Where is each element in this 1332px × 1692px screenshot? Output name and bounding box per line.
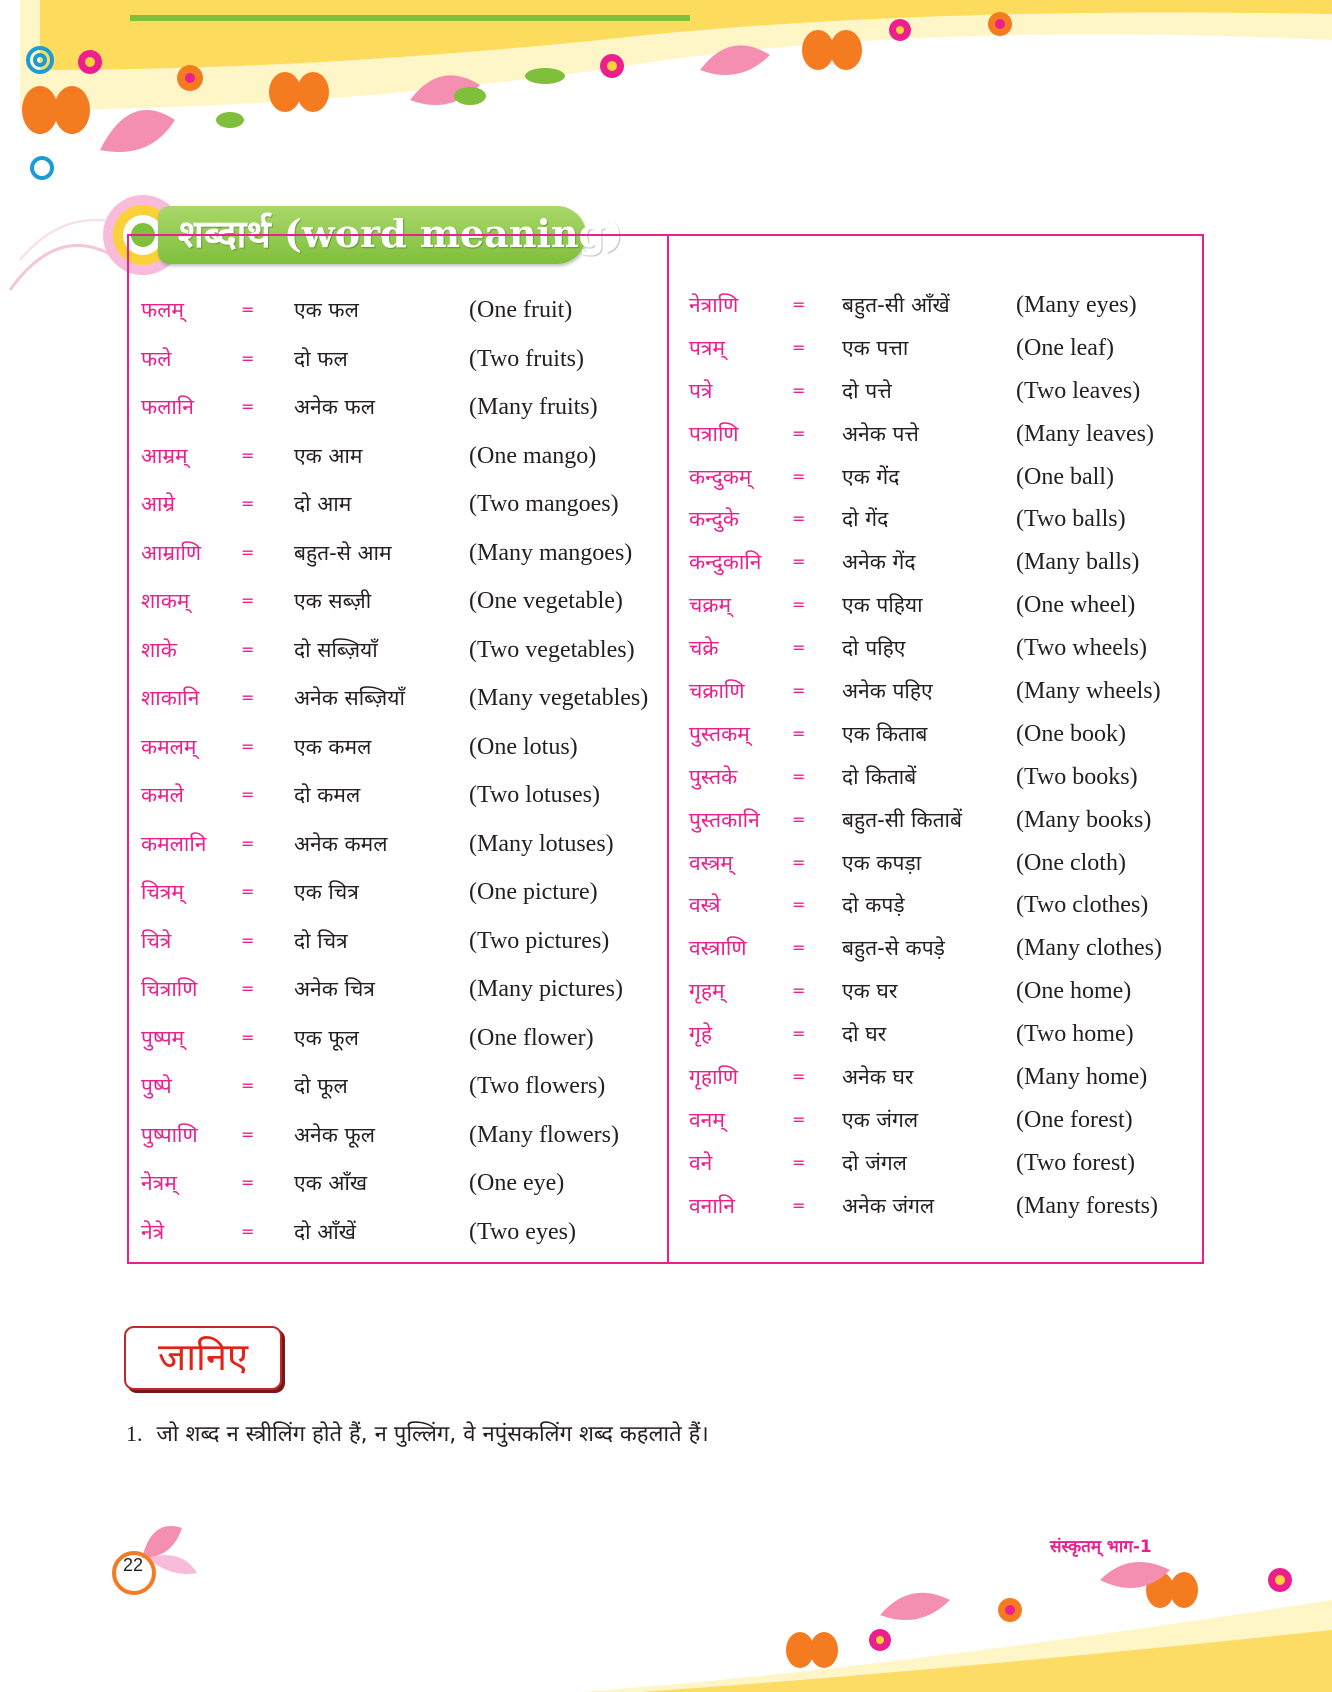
hindi-meaning: दो आँखें [294,1219,356,1244]
sanskrit-word: कन्दुकम् [689,464,752,489]
english-meaning: (Many pictures) [469,976,623,1002]
vocabulary-row [141,923,661,972]
english-meaning: (Two clothes) [1016,892,1149,919]
sanskrit-word: आम्रम् [141,443,188,468]
vocabulary-row [689,845,1209,888]
sanskrit-word: वनानि [689,1193,735,1218]
english-meaning: (One forest) [1016,1106,1133,1133]
equals-sign: = [792,1024,806,1044]
english-meaning: (One cloth) [1016,849,1126,876]
vocabulary-row [689,416,1209,459]
hindi-meaning: दो फल [294,346,348,371]
english-meaning: (Many balls) [1016,549,1140,576]
vocabulary-row [689,1145,1209,1188]
sanskrit-word: कमले [141,783,184,807]
equals-sign: = [792,809,806,829]
vocabulary-row [689,330,1209,373]
sanskrit-word: कमलम् [141,734,197,759]
vocabulary-row [689,587,1209,630]
sanskrit-word: चित्रम् [141,880,184,904]
equals-sign: = [241,1027,255,1047]
hindi-meaning: बहुत-से कपड़े [842,936,945,961]
know-heading: जानिए [158,1335,248,1379]
equals-sign: = [241,300,255,319]
sanskrit-word: पत्राणि [689,421,739,446]
sanskrit-word: पत्रम् [689,335,726,360]
equals-sign: = [792,509,806,529]
english-meaning: (Two forest) [1016,1149,1135,1176]
vocabulary-row [141,1117,661,1166]
equals-sign: = [792,552,806,572]
sanskrit-word: पुष्पे [141,1074,172,1098]
english-meaning: (Many mangoes) [469,539,633,566]
english-meaning: (Many fruits) [469,394,598,420]
sanskrit-word: चक्रे [689,636,719,661]
sanskrit-word: वस्त्रम् [689,850,733,875]
floral-footer-decoration [580,1540,1332,1692]
english-meaning: (One eye) [469,1170,565,1196]
hindi-meaning: अनेक जंगल [842,1193,935,1218]
hindi-meaning: दो पहिए [842,636,906,661]
english-meaning: (Many wheels) [1016,678,1161,705]
sanskrit-word: पत्रे [689,378,713,403]
hindi-meaning: अनेक पत्ते [842,421,919,446]
hindi-meaning: अनेक फूल [294,1122,375,1147]
equals-sign: = [241,1173,255,1192]
english-meaning: (One flower) [469,1024,594,1051]
hindi-meaning: दो फूल [294,1074,348,1098]
sanskrit-word: वस्त्रे [689,893,721,918]
equals-sign: = [241,1076,255,1095]
english-meaning: (One picture) [469,879,598,905]
book-title: संस्कृतम् भाग-1 [1050,1537,1152,1557]
english-meaning: (Many leaves) [1016,420,1154,447]
hindi-meaning: एक आँख [294,1171,368,1195]
vocabulary-row [141,1214,661,1263]
hindi-meaning: दो आम [294,492,352,516]
hindi-meaning: एक फूल [294,1025,359,1050]
sanskrit-word: नेत्रम् [141,1171,177,1195]
english-meaning: (Many books) [1016,806,1152,833]
equals-sign: = [241,736,255,756]
equals-sign: = [241,979,255,998]
english-meaning: (Many forests) [1016,1192,1158,1219]
english-meaning: (Many flowers) [469,1121,619,1148]
sanskrit-word: पुष्पम् [141,1025,185,1050]
equals-sign: = [792,423,806,443]
equals-sign: = [792,852,806,872]
hindi-meaning: अनेक गेंद [842,550,916,575]
english-meaning: (Two lotuses) [469,782,600,808]
hindi-meaning: बहुत-सी किताबें [842,807,962,832]
hindi-meaning: एक कमल [294,734,372,759]
equals-sign: = [792,938,806,958]
equals-sign: = [241,930,255,950]
equals-sign: = [792,895,806,915]
hindi-meaning: दो चित्र [294,928,348,953]
vocabulary-row [689,501,1209,544]
hindi-meaning: एक किताब [842,721,928,746]
english-meaning: (Two fruits) [469,345,584,372]
sanskrit-word: नेत्रे [141,1219,165,1244]
page-number: 22 [122,1555,144,1575]
vocabulary-row [141,292,661,341]
hindi-meaning: दो सब्ज़ियाँ [294,637,378,662]
sanskrit-word: गृहाणि [689,1065,739,1090]
sanskrit-word: वने [689,1150,713,1175]
equals-sign: = [241,591,255,610]
sanskrit-word: फलम् [141,298,184,322]
english-meaning: (Two home) [1016,1021,1134,1048]
sanskrit-word: पुस्तकम् [689,721,750,746]
equals-sign: = [241,688,255,707]
equals-sign: = [792,1067,806,1087]
english-meaning: (One vegetable) [469,588,623,614]
equals-sign: = [792,295,806,314]
sanskrit-word: चित्राणि [141,977,198,1001]
hindi-meaning: एक गेंद [842,464,900,489]
sanskrit-word: कन्दुके [689,507,739,532]
sanskrit-word: गृहम् [689,979,725,1004]
equals-sign: = [241,397,255,416]
vocabulary-row [689,1059,1209,1102]
sanskrit-word: कमलानि [141,831,207,856]
vocabulary-row [141,632,661,681]
english-meaning: (One wheel) [1016,592,1136,619]
hindi-meaning: एक जंगल [842,1107,919,1132]
vocabulary-row [689,544,1209,587]
equals-sign: = [241,882,255,901]
vocabulary-row [689,673,1209,716]
english-meaning: (One mango) [469,442,597,469]
equals-sign: = [792,766,806,786]
hindi-meaning: एक पत्ता [842,335,909,360]
vocabulary-row [689,973,1209,1016]
vocabulary-row [141,1068,661,1117]
english-meaning: (Many home) [1016,1064,1148,1091]
vocabulary-row [689,1102,1209,1145]
hindi-meaning: दो जंगल [842,1150,907,1175]
sanskrit-word: नेत्राणि [689,293,739,317]
english-meaning: (Two pictures) [469,927,610,954]
sanskrit-word: आम्राणि [141,540,202,565]
column-divider [667,236,669,1262]
sanskrit-word: चक्राणि [689,679,745,704]
equals-sign: = [792,681,806,701]
equals-sign: = [241,542,255,562]
english-meaning: (One leaf) [1016,334,1114,361]
note-text: जो शब्द न स्त्रीलिंग होते हैं, न पुल्लिंग, वे नपुंसकलिंग शब्द कहलाते हैं। [156,1422,709,1447]
equals-sign: = [792,723,806,743]
vocabulary-row [689,930,1209,973]
vocabulary-row [141,1020,661,1069]
english-meaning: (One home) [1016,978,1132,1005]
vocabulary-row [141,438,661,487]
vocabulary-row [689,716,1209,759]
english-meaning: (Two vegetables) [469,636,635,663]
vocabulary-row [141,680,661,729]
hindi-meaning: अनेक चित्र [294,977,375,1001]
hindi-meaning: एक चित्र [294,880,359,904]
equals-sign: = [241,348,255,368]
vocabulary-column-right [689,287,1209,1231]
vocabulary-column-left [141,292,661,1262]
vocabulary-row [141,583,661,632]
equals-sign: = [241,833,255,853]
vocabulary-row [689,630,1209,673]
sanskrit-word: पुस्तकानि [689,807,760,832]
vocabulary-row [141,971,661,1020]
equals-sign: = [792,638,806,658]
hindi-meaning: एक कपड़ा [842,850,922,875]
vocabulary-row [141,341,661,390]
vocabulary-row [689,1188,1209,1231]
vocabulary-row [689,1016,1209,1059]
vocabulary-row [141,1165,661,1214]
hindi-meaning: दो कमल [294,783,361,807]
section-title: शब्दार्थ (word meaning) [178,211,624,256]
sanskrit-word: पुस्तके [689,764,738,789]
equals-sign: = [241,639,255,659]
vocabulary-row [689,287,1209,330]
petal-icon [880,1562,1170,1620]
sanskrit-word: पुष्पाणि [141,1122,198,1147]
hindi-meaning: दो कपड़े [842,893,905,918]
sanskrit-word: गृहे [689,1022,712,1047]
equals-sign: = [792,1109,806,1129]
hindi-meaning: बहुत-से आम [294,540,392,565]
hindi-meaning: एक फल [294,298,359,322]
hindi-meaning: दो पत्ते [842,378,892,403]
sanskrit-word: वनम् [689,1107,725,1132]
sanskrit-word: फलानि [141,395,194,419]
vocabulary-row [141,535,661,584]
hindi-meaning: अनेक कमल [294,831,388,856]
equals-sign: = [792,337,806,357]
english-meaning: (One lotus) [469,733,578,760]
equals-sign: = [792,595,806,615]
vocabulary-row [689,759,1209,802]
hindi-meaning: अनेक फल [294,395,375,419]
english-meaning: (Many lotuses) [469,830,614,857]
sanskrit-word: चक्रम् [689,593,732,618]
equals-sign: = [241,1124,255,1144]
vocabulary-row [141,826,661,875]
vocabulary-row [141,777,661,826]
hindi-meaning: दो गेंद [842,507,889,532]
english-meaning: (Two books) [1016,763,1138,790]
english-meaning: (One book) [1016,720,1126,747]
sanskrit-word: चित्रे [141,928,172,953]
hindi-meaning: एक पहिया [842,593,923,618]
vocabulary-row [141,486,661,535]
vocabulary-row [689,802,1209,845]
english-meaning: (One fruit) [469,297,573,323]
sanskrit-word: वस्त्राणि [689,936,747,961]
hindi-meaning: एक सब्ज़ी [294,589,372,613]
hindi-meaning: अनेक सब्ज़ियाँ [294,686,405,710]
english-meaning: (Two leaves) [1016,377,1141,404]
hindi-meaning: एक घर [842,979,898,1004]
vocabulary-row [141,729,661,778]
english-meaning: (Two balls) [1016,506,1126,533]
hindi-meaning: बहुत-सी आँखें [842,293,950,317]
sanskrit-word: फले [141,346,172,371]
equals-sign: = [792,981,806,1001]
hindi-meaning: दो घर [842,1022,887,1047]
vocabulary-row [689,459,1209,502]
hindi-meaning: अनेक घर [842,1065,914,1090]
equals-sign: = [792,1195,806,1215]
equals-sign: = [241,445,255,465]
equals-sign: = [241,494,255,513]
hindi-meaning: दो किताबें [842,764,917,789]
sanskrit-word: कन्दुकानि [689,550,762,575]
english-meaning: (Many vegetables) [469,685,649,711]
hindi-meaning: अनेक पहिए [842,679,933,704]
hindi-meaning: एक आम [294,443,363,468]
sanskrit-word: शाके [141,637,177,662]
english-meaning: (Two flowers) [469,1073,606,1099]
english-meaning: (One ball) [1016,463,1114,490]
equals-sign: = [241,1221,255,1241]
equals-sign: = [792,466,806,486]
vocabulary-row [689,887,1209,930]
equals-sign: = [792,1152,806,1172]
note-number: 1. [126,1421,143,1446]
sanskrit-word: शाकानि [141,686,200,710]
equals-sign: = [241,785,255,804]
english-meaning: (Two wheels) [1016,635,1147,662]
vocabulary-row [141,874,661,923]
vocabulary-row [141,389,661,438]
vocabulary-row [689,373,1209,416]
equals-sign: = [792,380,806,400]
english-meaning: (Two mangoes) [469,491,619,517]
english-meaning: (Two eyes) [469,1218,576,1245]
english-meaning: (Many eyes) [1016,292,1137,318]
sanskrit-word: आम्रे [141,492,176,516]
note-item [126,1418,709,1448]
sanskrit-word: शाकम् [141,589,190,613]
english-meaning: (Many clothes) [1016,935,1162,962]
